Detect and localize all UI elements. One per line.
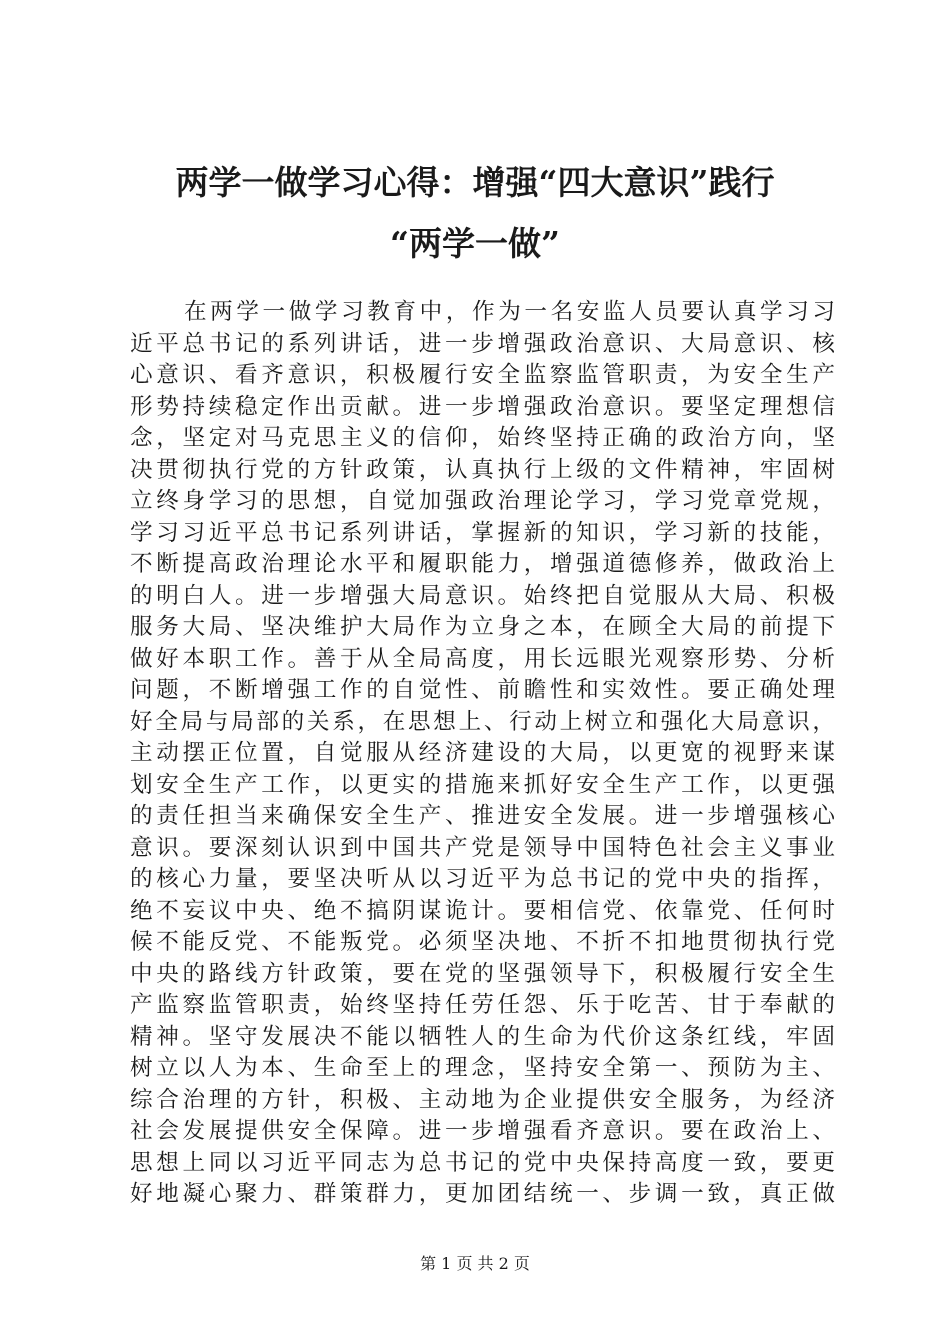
body-line: 产监察监管职责，始终坚持任劳任怨、乐于吃苦、甘于奉献的 (130, 992, 835, 1018)
body-line: 做好本职工作。善于从全局高度，用长远眼光观察形势、分析 (130, 645, 835, 672)
body-line: 绝不妄议中央、绝不搞阴谋诡计。要相信党、依靠党、任何时 (130, 897, 835, 924)
body-line: 好地凝心聚力、群策群力，更加团结统一、步调一致，真正做 (130, 1181, 835, 1207)
page-number-footer: 第 1 页 共 2 页 (420, 1254, 530, 1273)
body-line: 的责任担当来确保安全生产、推进安全发展。进一步增强核心 (130, 803, 835, 829)
body-line: 决贯彻执行党的方针政策，认真执行上级的文件精神，牢固树 (130, 456, 835, 483)
body-line: 立终身学习的思想，自觉加强政治理论学习，学习党章党规， (130, 488, 835, 514)
body-line: 形势持续稳定作出贡献。进一步增强政治意识。要坚定理想信 (130, 393, 835, 420)
body-line: 好全局与局部的关系，在思想上、行动上树立和强化大局意识， (130, 708, 835, 735)
body-line: 近平总书记的系列讲话，进一步增强政治意识、大局意识、核 (130, 330, 835, 357)
body-line: 树立以人为本、生命至上的理念，坚持安全第一、预防为主、 (130, 1055, 835, 1081)
body-line: 精神。坚守发展决不能以牺牲人的生命为代价这条红线，牢固 (130, 1023, 835, 1050)
body-line: 主动摆正位置，自觉服从经济建设的大局，以更宽的视野来谋 (130, 740, 835, 766)
body-line: 的核心力量，要坚决听从以习近平为总书记的党中央的指挥， (130, 866, 835, 892)
body-line: 服务大局、坚决维护大局作为立身之本，在顾全大局的前提下 (130, 614, 835, 640)
body-line: 念，坚定对马克思主义的信仰，始终坚持正确的政治方向，坚 (130, 425, 835, 451)
body-line: 思想上同以习近平同志为总书记的党中央保持高度一致，要更 (130, 1149, 835, 1176)
body-line: 心意识、看齐意识，积极履行安全监察监管职责，为安全生产 (130, 362, 835, 388)
body-line: 学习习近平总书记系列讲话，掌握新的知识，学习新的技能， (130, 519, 835, 546)
body-line: 不断提高政治理论水平和履职能力，增强道德修养，做政治上 (130, 551, 835, 577)
body-line: 中央的路线方针政策，要在党的坚强领导下，积极履行安全生 (130, 960, 835, 987)
body-line: 候不能反党、不能叛党。必须坚决地、不折不扣地贯彻执行党 (130, 929, 835, 955)
body-line: 划安全生产工作，以更实的措施来抓好安全生产工作，以更强 (130, 771, 835, 798)
body-line: 社会发展提供安全保障。进一步增强看齐意识。要在政治上、 (130, 1118, 835, 1144)
body-line: 综合治理的方针，积极、主动地为企业提供安全服务，为经济 (130, 1086, 835, 1113)
body-line: 在两学一做学习教育中，作为一名安监人员要认真学习习 (184, 299, 835, 325)
document-title-line-2: “两学一做” (390, 224, 560, 263)
body-line: 的明白人。进一步增强大局意识。始终把自觉服从大局、积极 (130, 582, 835, 609)
body-line: 意识。要深刻认识到中国共产党是领导中国特色社会主义事业 (130, 834, 835, 861)
document-body (130, 297, 835, 1211)
body-line: 问题，不断增强工作的自觉性、前瞻性和实效性。要正确处理 (130, 677, 835, 703)
document-title-line-1: 两学一做学习心得：增强“四大意识”践行 (175, 163, 775, 202)
